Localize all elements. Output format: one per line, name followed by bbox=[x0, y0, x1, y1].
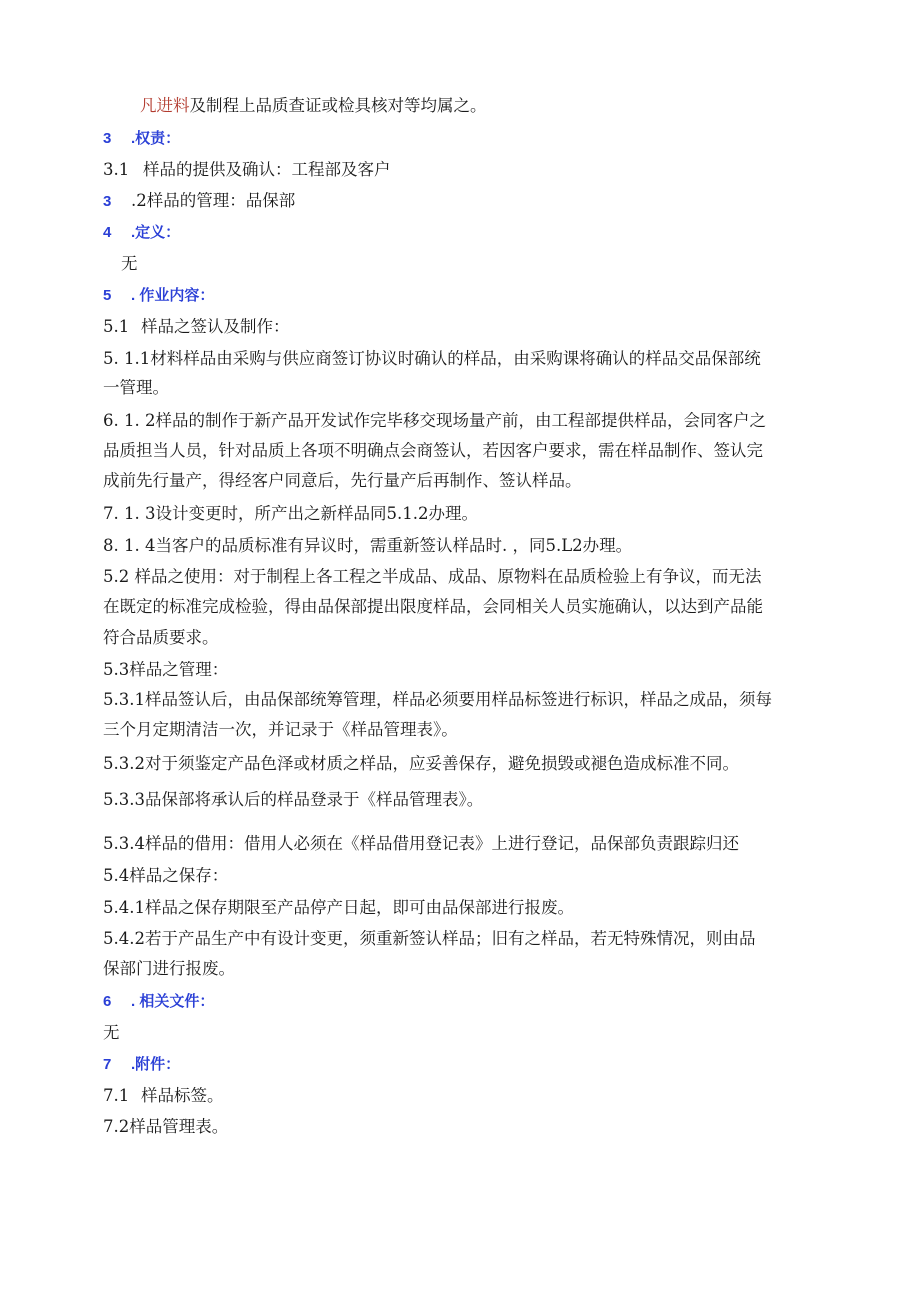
item-number: 5.1 bbox=[103, 317, 130, 336]
section-number: 7 bbox=[103, 1056, 112, 1073]
paragraph-5-4-2-line2: 保部门进行报废。 bbox=[103, 959, 235, 978]
paragraph-5-3-1-line1: 5.3.1样品签认后，由品保部统筹管理，样品必须要用样品标签进行标识，样品之成品，须每 bbox=[103, 690, 772, 709]
paragraph-5-1-4: 8. 1. 4当客户的品质标准有异议时，需重新签认样品时. ，同5.L2办理。 bbox=[103, 536, 633, 555]
paragraph-5-4-1: 5.4.1样品之保存期限至产品停产日起，即可由品保部进行报废。 bbox=[103, 898, 574, 917]
item-5-1 bbox=[103, 316, 290, 338]
item-number: 3 bbox=[103, 193, 112, 210]
paragraph-5-3-3: 5.3.3品保部将承认后的样品登录于《样品管理表》。 bbox=[103, 790, 484, 809]
related-docs-none: 无 bbox=[103, 1023, 120, 1042]
section-heading-7 bbox=[103, 1054, 180, 1076]
section-title: . 作业内容： bbox=[131, 287, 215, 304]
paragraph-5-2-line3: 符合品质要求。 bbox=[103, 628, 219, 647]
paragraph-5-4-2-line1: 5.4.2若于产品生产中有设计变更，须重新签认样品；旧有之样品，若无特殊情况，则由品 bbox=[103, 929, 756, 948]
section-heading-3 bbox=[103, 128, 180, 150]
item-text: 样品之签认及制作： bbox=[141, 317, 290, 336]
scope-text: 及制程上品质查证或检具核对等均属之。 bbox=[189, 96, 487, 115]
item-5-3: 5.3样品之管理： bbox=[103, 660, 229, 679]
section-heading-6 bbox=[103, 991, 214, 1013]
item-number: 7.1 bbox=[103, 1086, 130, 1105]
item-7-1 bbox=[103, 1085, 224, 1107]
section-title: .定义： bbox=[131, 224, 181, 241]
section-number: 4 bbox=[103, 224, 112, 241]
section-number: 3 bbox=[103, 130, 112, 147]
section-title: .附件： bbox=[131, 1056, 181, 1073]
item-3-1 bbox=[103, 159, 391, 181]
scope-line bbox=[140, 95, 487, 117]
item-text: 样品标签。 bbox=[141, 1086, 224, 1105]
paragraph-5-1-2-line3: 成前先行量产，得经客户同意后，先行量产后再制作、签认样品。 bbox=[103, 471, 582, 490]
item-5-4: 5.4样品之保存： bbox=[103, 866, 229, 885]
paragraph-5-2-line1: 5.2 样品之使用：对于制程上各工程之半成品、成品、原物料在品质检验上有争议，而无法 bbox=[103, 567, 762, 586]
paragraph-5-3-4: 5.3.4样品的借用：借用人必须在《样品借用登记表》上进行登记，品保部负责跟踪归还 bbox=[103, 834, 739, 853]
definition-none: 无 bbox=[121, 254, 138, 273]
section-title: . 相关文件： bbox=[131, 993, 215, 1010]
item-number: 3.1 bbox=[103, 160, 130, 179]
paragraph-5-1-1-line1: 5. 1.1材料样品由采购与供应商签订协议时确认的样品，由采购课将确认的样品交品保部统 bbox=[103, 349, 761, 368]
item-3-2 bbox=[103, 190, 295, 213]
paragraph-5-1-3: 7. 1. 3设计变更时，所产出之新样品同5.1.2办理。 bbox=[103, 504, 478, 523]
section-number: 5 bbox=[103, 287, 112, 304]
paragraph-5-1-2-line1: 6. 1. 2样品的制作于新产品开发试作完毕移交现场量产前，由工程部提供样品，会同客户之 bbox=[103, 411, 766, 430]
section-title: .权责： bbox=[131, 130, 181, 147]
item-text: 样品的提供及确认：工程部及客户 bbox=[143, 160, 391, 179]
paragraph-5-3-2: 5.3.2对于须鉴定产品色泽或材质之样品，应妥善保存，避免损毁或褪色造成标准不同。 bbox=[103, 754, 739, 773]
section-heading-5 bbox=[103, 285, 214, 307]
section-heading-4 bbox=[103, 222, 180, 244]
paragraph-5-2-line2: 在既定的标准完成检验，得由品保部提出限度样品，会同相关人员实施确认，以达到产品能 bbox=[103, 597, 763, 616]
paragraph-5-3-1-line2: 三个月定期清洁一次，并记录于《样品管理表》。 bbox=[103, 720, 458, 739]
paragraph-5-1-1-line2: 一管理。 bbox=[103, 378, 169, 397]
section-number: 6 bbox=[103, 993, 112, 1010]
item-7-2: 7.2样品管理表。 bbox=[103, 1117, 229, 1136]
item-text: .2样品的管理：品保部 bbox=[131, 191, 296, 210]
paragraph-5-1-2-line2: 品质担当人员，针对品质上各项不明确点会商签认，若因客户要求，需在样品制作、签认完 bbox=[103, 441, 763, 460]
highlight-text: 凡进料 bbox=[140, 96, 190, 115]
